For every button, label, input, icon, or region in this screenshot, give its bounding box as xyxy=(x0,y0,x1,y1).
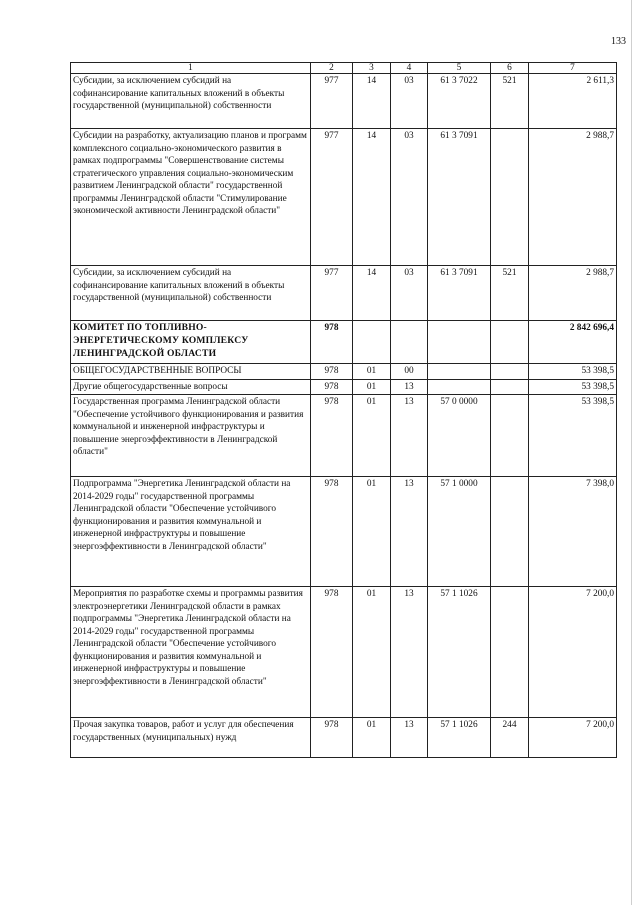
table-row xyxy=(71,129,617,266)
row-section-code: 01 xyxy=(353,395,391,477)
table-row xyxy=(71,477,617,587)
row-target-code: 61 3 7022 xyxy=(428,74,491,129)
row-ministry-code: 978 xyxy=(311,321,353,364)
row-amount: 2 842 696,4 xyxy=(529,321,617,364)
row-target-code: 61 3 7091 xyxy=(428,129,491,266)
page-number: 133 xyxy=(611,36,626,47)
row-section-code: 14 xyxy=(353,74,391,129)
row-name: Субсидии, за исключением субсидий на софинансирование капитальных вложений в объекты государственной (муниципальной) собственности xyxy=(71,74,311,129)
row-ministry-code: 978 xyxy=(311,587,353,718)
row-amount: 7 398,0 xyxy=(529,477,617,587)
row-section-code: 01 xyxy=(353,364,391,380)
header-cell: 2 xyxy=(311,63,353,74)
table-row xyxy=(71,395,617,477)
row-ministry-code: 977 xyxy=(311,74,353,129)
row-subsection-code: 03 xyxy=(391,129,428,266)
header-cell: 6 xyxy=(491,63,529,74)
row-expense-type xyxy=(491,364,529,380)
table-row xyxy=(71,718,617,758)
row-name: Другие общегосударственные вопросы xyxy=(71,379,311,395)
budget-table xyxy=(70,62,617,758)
row-amount: 53 398,5 xyxy=(529,364,617,380)
row-target-code xyxy=(428,364,491,380)
row-amount: 53 398,5 xyxy=(529,395,617,477)
row-name: Прочая закупка товаров, работ и услуг для обеспечения государственных (муниципальных) нужд xyxy=(71,718,311,758)
row-target-code: 61 3 7091 xyxy=(428,266,491,321)
row-expense-type xyxy=(491,477,529,587)
header-cell: 3 xyxy=(353,63,391,74)
row-name: Субсидии на разработку, актуализацию планов и программ комплексного социально-экономического развития в рамках подпрограммы "Совершенствование системы стратегического управления социально-экономическим развитием Ленинградской области" государственной программы Ленинградской области "Стимулирование экономической активности Ленинградской области" xyxy=(71,129,311,266)
header-cell: 5 xyxy=(428,63,491,74)
row-section-code: 01 xyxy=(353,379,391,395)
table-header-row xyxy=(71,63,617,74)
row-name: Мероприятия по разработке схемы и программы развития электроэнергетики Ленинградской области в рамках подпрограммы "Энергетика Ленинградской области на 2014-2029 годы" государственной программы Ленинградской области "Обеспечение устойчивого функционирования и развития коммунальной и инженерной инфраструктуры и повышение энергоэффективности в Ленинградской области" xyxy=(71,587,311,718)
row-target-code: 57 0 0000 xyxy=(428,395,491,477)
table-row xyxy=(71,74,617,129)
row-expense-type xyxy=(491,587,529,718)
row-section-code: 14 xyxy=(353,129,391,266)
row-section-code: 14 xyxy=(353,266,391,321)
row-expense-type xyxy=(491,379,529,395)
row-amount: 2 988,7 xyxy=(529,266,617,321)
row-subsection-code: 13 xyxy=(391,379,428,395)
row-target-code: 57 1 1026 xyxy=(428,587,491,718)
row-expense-type: 244 xyxy=(491,718,529,758)
row-ministry-code: 978 xyxy=(311,379,353,395)
table-row xyxy=(71,364,617,380)
row-target-code: 57 1 1026 xyxy=(428,718,491,758)
row-ministry-code: 978 xyxy=(311,395,353,477)
row-subsection-code xyxy=(391,321,428,364)
table-row xyxy=(71,266,617,321)
row-ministry-code: 978 xyxy=(311,718,353,758)
row-target-code: 57 1 0000 xyxy=(428,477,491,587)
row-name: КОМИТЕТ ПО ТОПЛИВНО-ЭНЕРГЕТИЧЕСКОМУ КОМПЛЕКСУ ЛЕНИНГРАДСКОЙ ОБЛАСТИ xyxy=(71,321,311,364)
header-cell: 4 xyxy=(391,63,428,74)
row-subsection-code: 03 xyxy=(391,74,428,129)
row-section-code: 01 xyxy=(353,587,391,718)
row-expense-type: 521 xyxy=(491,74,529,129)
row-subsection-code: 13 xyxy=(391,477,428,587)
header-cell: 1 xyxy=(71,63,311,74)
row-subsection-code: 13 xyxy=(391,587,428,718)
header-cell: 7 xyxy=(529,63,617,74)
row-target-code xyxy=(428,321,491,364)
row-name: Государственная программа Ленинградской области "Обеспечение устойчивого функционирования и развития коммунальной и инженерной инфраструктуры и повышение энергоэффективности в Ленинградской области" xyxy=(71,395,311,477)
row-ministry-code: 977 xyxy=(311,129,353,266)
row-amount: 7 200,0 xyxy=(529,718,617,758)
row-expense-type xyxy=(491,321,529,364)
table-row xyxy=(71,379,617,395)
page-edge-line xyxy=(631,0,632,905)
row-subsection-code: 13 xyxy=(391,718,428,758)
row-ministry-code: 977 xyxy=(311,266,353,321)
row-subsection-code: 13 xyxy=(391,395,428,477)
row-section-code: 01 xyxy=(353,718,391,758)
row-target-code xyxy=(428,379,491,395)
row-amount: 7 200,0 xyxy=(529,587,617,718)
table-row xyxy=(71,587,617,718)
row-expense-type: 521 xyxy=(491,266,529,321)
row-ministry-code: 978 xyxy=(311,364,353,380)
row-expense-type xyxy=(491,129,529,266)
row-expense-type xyxy=(491,395,529,477)
row-ministry-code: 978 xyxy=(311,477,353,587)
row-name: ОБЩЕГОСУДАРСТВЕННЫЕ ВОПРОСЫ xyxy=(71,364,311,380)
row-amount: 2 611,3 xyxy=(529,74,617,129)
table-row-committee xyxy=(71,321,617,364)
row-section-code: 01 xyxy=(353,477,391,587)
row-amount: 2 988,7 xyxy=(529,129,617,266)
row-name: Подпрограмма "Энергетика Ленинградской области на 2014-2029 годы" государственной программы Ленинградской области "Обеспечение устойчивого функционирования и развития коммунальной и инженерной инфраструктуры и повышение энергоэффективности в Ленинградской области" xyxy=(71,477,311,587)
row-name: Субсидии, за исключением субсидий на софинансирование капитальных вложений в объекты государственной (муниципальной) собственности xyxy=(71,266,311,321)
row-subsection-code: 03 xyxy=(391,266,428,321)
row-subsection-code: 00 xyxy=(391,364,428,380)
row-amount: 53 398,5 xyxy=(529,379,617,395)
row-section-code xyxy=(353,321,391,364)
